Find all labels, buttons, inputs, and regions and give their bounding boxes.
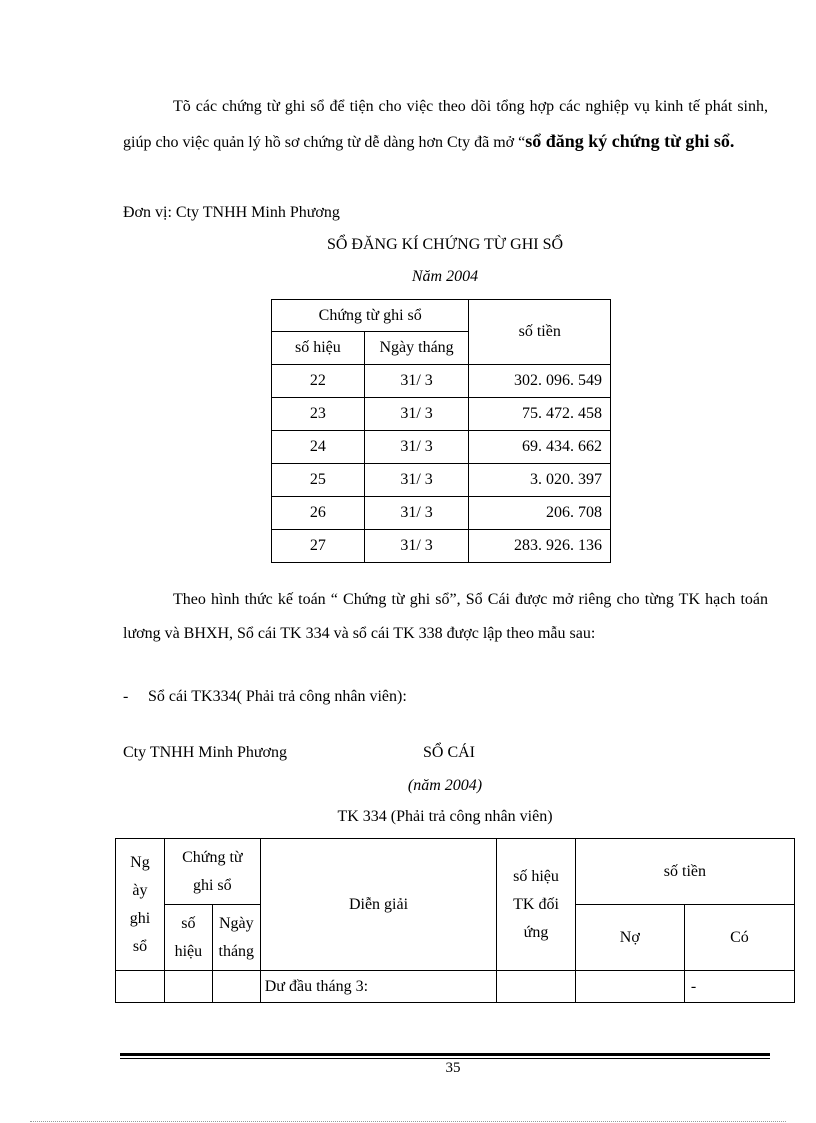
- intro-bold-text: sổ đăng ký chứng từ ghi sổ.: [525, 131, 735, 151]
- table-row: [272, 431, 611, 464]
- row-description: Dư đầu tháng 3:: [260, 971, 497, 1003]
- row-amount: 69. 434. 662: [469, 431, 611, 464]
- ledger-header-number: số hiệu: [164, 905, 212, 971]
- bullet-text: Sổ cái TK334( Phải trả công nhân viên):: [148, 688, 407, 705]
- table-row: [272, 398, 611, 431]
- ledger-header-amount: số tiền: [575, 839, 794, 905]
- row-number: 24: [272, 431, 365, 464]
- unit-label: Đơn vị: Cty TNHH Minh Phương: [123, 204, 340, 221]
- ledger-header-voucher: Chứng từ ghi sổ: [164, 839, 260, 905]
- register-table: [271, 299, 611, 563]
- row-date: 31/ 3: [364, 530, 469, 563]
- ledger-year: (năm 2004): [407, 777, 483, 794]
- row-amount: 283. 926. 136: [469, 530, 611, 563]
- row-number: 25: [272, 464, 365, 497]
- cell-empty: [575, 971, 684, 1003]
- page-edge-divider: [30, 1121, 786, 1122]
- ledger-header-date: Ng ày ghi sổ: [116, 839, 165, 971]
- row-amount: 302. 096. 549: [469, 365, 611, 398]
- cell-empty: [164, 971, 212, 1003]
- row-date: 31/ 3: [364, 497, 469, 530]
- register-header-date: Ngày tháng: [364, 332, 469, 365]
- table-row: [272, 464, 611, 497]
- row-date: 31/ 3: [364, 464, 469, 497]
- footer-rule-thick: [120, 1053, 770, 1056]
- bullet-dash: -: [123, 688, 129, 705]
- ledger-table: [115, 838, 795, 1003]
- register-title: SỔ ĐĂNG KÍ CHỨNG TỪ GHI SỔ: [326, 236, 564, 253]
- row-number: 23: [272, 398, 365, 431]
- row-date: 31/ 3: [364, 398, 469, 431]
- register-header-number: số hiệu: [272, 332, 365, 365]
- register-header-amount: số tiền: [469, 300, 611, 365]
- cell-empty: [116, 971, 165, 1003]
- ledger-company: Cty TNHH Minh Phương: [123, 744, 287, 761]
- table-row: [272, 497, 611, 530]
- ledger-header-debit: Nợ: [575, 905, 684, 971]
- footer-rule-thin: [120, 1058, 770, 1059]
- row-amount: 75. 472. 458: [469, 398, 611, 431]
- table-row: [272, 365, 611, 398]
- page-number: 35: [445, 1060, 461, 1076]
- row-number: 26: [272, 497, 365, 530]
- row-date: 31/ 3: [364, 431, 469, 464]
- cell-empty: [212, 971, 260, 1003]
- row-number: 27: [272, 530, 365, 563]
- cell-empty: [497, 971, 576, 1003]
- row-amount: 3. 020. 397: [469, 464, 611, 497]
- ledger-account: TK 334 (Phải trả công nhân viên): [337, 808, 553, 825]
- ledger-header-credit: Có: [684, 905, 794, 971]
- ledger-header-description: Diễn giải: [260, 839, 497, 971]
- table-row: [116, 971, 795, 1003]
- ledger-title: SỔ CÁI: [423, 744, 476, 761]
- ledger-intro-paragraph: Theo hình thức kế toán “ Chứng từ ghi sổ”, Sổ Cái được mở riêng cho từng TK hạch toán lương và BHXH, Sổ cái TK 334 và sổ cái TK 338 được lập theo mẫu sau:: [123, 591, 768, 642]
- ledger-header-day: Ngày tháng: [212, 905, 260, 971]
- ledger-header-account: số hiệu TK đối ứng: [497, 839, 576, 971]
- intro-text: Tõ các chứng từ ghi sổ để tiện cho việc theo dõi tổng hợp các nghiệp vụ kinh tế phát sinh, giúp cho việc quản lý hồ sơ chứng từ dễ dàng hơn Cty đã mở “: [123, 98, 768, 151]
- intro-paragraph: [123, 90, 768, 160]
- row-credit: -: [684, 971, 794, 1003]
- row-amount: 206. 708: [469, 497, 611, 530]
- row-date: 31/ 3: [364, 365, 469, 398]
- table-row: [272, 530, 611, 563]
- register-header-group: Chứng từ ghi sổ: [272, 300, 469, 332]
- register-year: Năm 2004: [411, 268, 479, 285]
- row-number: 22: [272, 365, 365, 398]
